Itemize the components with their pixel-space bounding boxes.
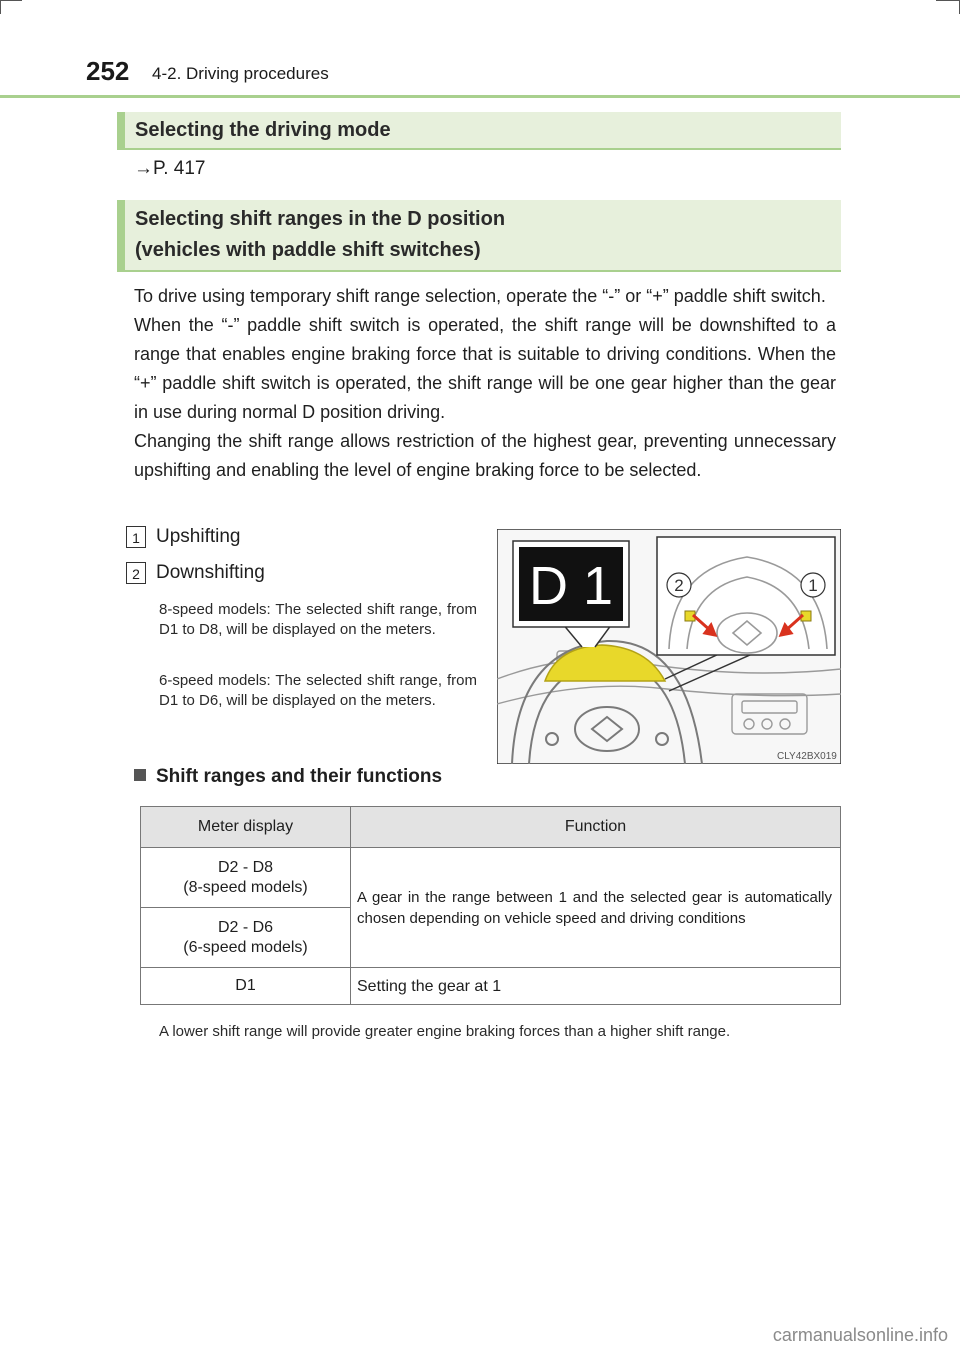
list-item-upshifting [126,526,241,548]
display-sub: (6-speed models) [183,938,308,956]
section-path: 4-2. Driving procedures [152,64,329,83]
page-number: 252 [86,56,130,86]
display-main: D2 - D6 [217,918,274,936]
subheading-text: Shift ranges and their functions [156,766,443,787]
heading-shift-ranges [117,200,841,272]
watermark: carmanualsonline.info [772,1325,948,1345]
meter-display-cell [141,908,351,968]
meter-display-cell: D1 [141,968,351,1005]
table-header-row [141,807,841,848]
subheading-shift-ranges [134,766,442,788]
function-cell: Setting the gear at 1 [351,968,841,1005]
heading-line: (vehicles with paddle shift switches) [135,239,481,261]
page-header [0,0,960,100]
note-8-speed: 8-speed models: The selected shift range, from D1 to D8, will be displayed on the meters. [159,601,477,638]
display-main: D2 - D8 [217,858,274,876]
display-sub: (8-speed models) [183,878,308,896]
callout-number: 2 [674,576,684,595]
paddle-shift-illustration [497,529,841,764]
table-row [141,968,841,1005]
item-number-badge: 1 [126,526,146,548]
paragraph: When the “-” paddle shift switch is operated, the shift range will be downshifted to a range that enables engine braking force that is suitable to driving conditions. When the “+” paddle shift switch is operated, the shift range will be one gear higher than the gear in use during normal D position driving. [134,315,836,422]
table-row [141,848,841,908]
footnote: A lower shift range will provide greater engine braking forces than a higher shift range. [159,1023,731,1040]
heading-line: Selecting shift ranges in the D position [135,208,506,230]
body-text [134,282,836,485]
note-6-speed: 6-speed models: The selected shift range, from D1 to D6, will be displayed on the meters. [159,672,477,709]
callout-number: 1 [808,576,818,595]
list-item-downshifting [126,562,265,584]
column-header: Function [351,807,841,848]
paragraph: Changing the shift range allows restriction of the highest gear, preventing unnecessary upshifting and enabling the level of engine braking force to be selected. [134,431,836,480]
figure-code: CLY42BX019 [777,751,837,762]
shift-range-table [140,806,841,1005]
page-reference-link[interactable]: →P. 417 [134,158,206,179]
meter-display-text: D 1 [528,556,614,616]
square-bullet-icon [134,769,146,781]
item-label: Downshifting [156,562,265,584]
heading-driving-mode: Selecting the driving mode [117,112,841,150]
column-header: Meter display [141,807,351,848]
header-rule [0,95,960,98]
meter-display-cell [141,848,351,908]
item-number-badge: 2 [126,562,146,584]
paragraph: To drive using temporary shift range selection, operate the “-” or “+” paddle shift switch. [134,286,826,306]
item-label: Upshifting [156,526,241,548]
function-cell: A gear in the range between 1 and the selected gear is automatically chosen depending on vehicle speed and driving conditions [351,848,841,968]
